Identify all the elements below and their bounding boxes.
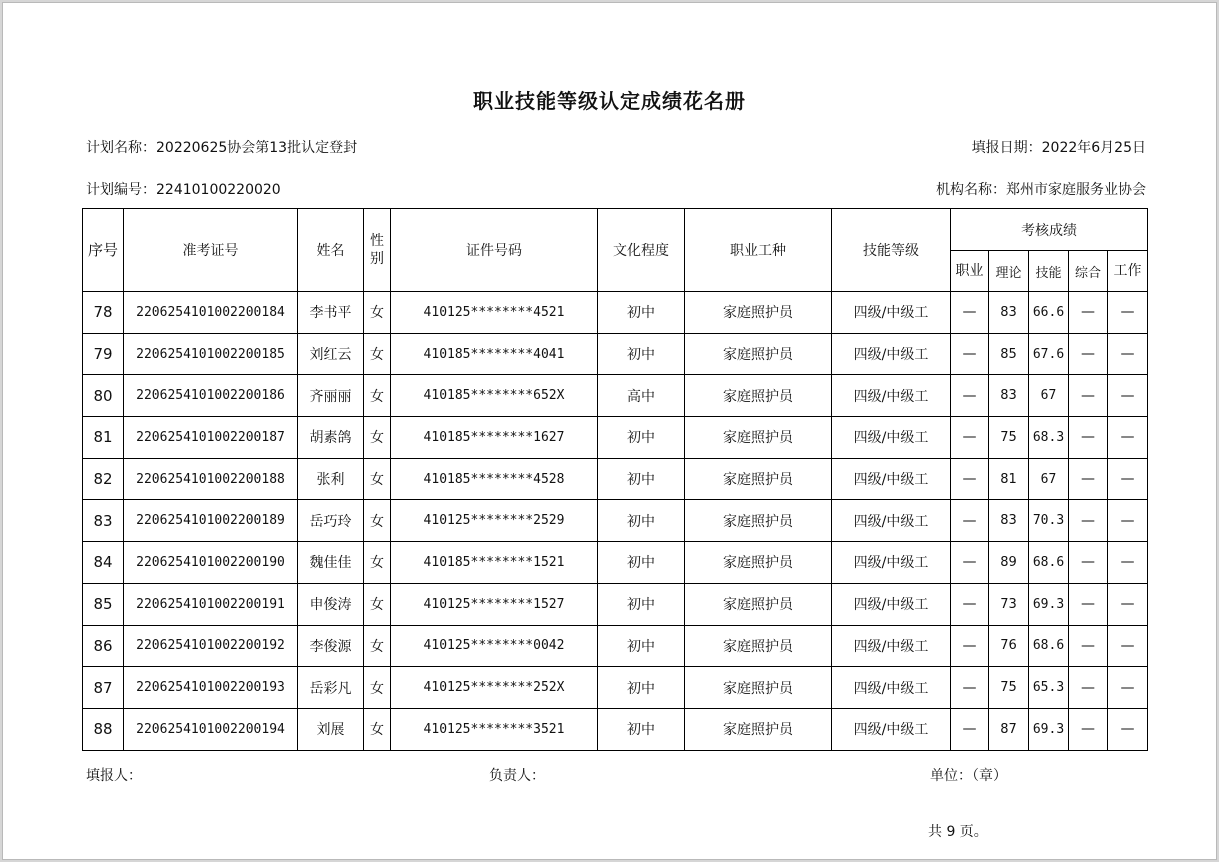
cell-overall-score: — xyxy=(1069,667,1108,709)
cell-skill-score: 66.6 xyxy=(1029,292,1069,334)
cell-skill-level: 四级/中级工 xyxy=(832,583,951,625)
cell-ticket: 2206254101002200191 xyxy=(124,583,298,625)
cell-id-number: 410185********4528 xyxy=(391,458,598,500)
cell-name: 李俊源 xyxy=(298,625,364,667)
cell-seq: 80 xyxy=(83,375,124,417)
cell-overall-score: — xyxy=(1069,583,1108,625)
subheader-ethics: 职业 xyxy=(951,251,989,292)
cell-name: 胡素鸽 xyxy=(298,417,364,459)
cell-work-score: — xyxy=(1108,333,1148,375)
cell-seq: 88 xyxy=(83,708,124,750)
cell-occupation: 家庭照护员 xyxy=(685,500,832,542)
cell-gender: 女 xyxy=(364,583,391,625)
cell-work-score: — xyxy=(1108,667,1148,709)
cell-theory-score: 75 xyxy=(989,667,1029,709)
cell-education: 高中 xyxy=(598,375,685,417)
table-row xyxy=(83,500,1148,542)
header-seq: 序号 xyxy=(83,209,124,292)
document-page xyxy=(2,2,1217,860)
cell-ethics-score: — xyxy=(951,667,989,709)
cell-work-score: — xyxy=(1108,292,1148,334)
table-row xyxy=(83,625,1148,667)
cell-id-number: 410185********1627 xyxy=(391,417,598,459)
table-row xyxy=(83,667,1148,709)
cell-name: 刘红云 xyxy=(298,333,364,375)
cell-occupation: 家庭照护员 xyxy=(685,667,832,709)
cell-seq: 79 xyxy=(83,333,124,375)
cell-id-number: 410185********4041 xyxy=(391,333,598,375)
subheader-skill: 技能 xyxy=(1029,251,1069,292)
cell-overall-score: — xyxy=(1069,458,1108,500)
header-gender: 性别 xyxy=(364,209,391,292)
cell-ethics-score: — xyxy=(951,375,989,417)
cell-skill-score: 68.6 xyxy=(1029,542,1069,584)
unit-seal-label: 单位：（章） xyxy=(930,768,1007,784)
cell-seq: 78 xyxy=(83,292,124,334)
cell-theory-score: 81 xyxy=(989,458,1029,500)
cell-skill-score: 67 xyxy=(1029,458,1069,500)
cell-seq: 85 xyxy=(83,583,124,625)
table-row xyxy=(83,292,1148,334)
cell-education: 初中 xyxy=(598,667,685,709)
cell-gender: 女 xyxy=(364,667,391,709)
cell-id-number: 410125********252X xyxy=(391,667,598,709)
cell-skill-level: 四级/中级工 xyxy=(832,708,951,750)
cell-skill-level: 四级/中级工 xyxy=(832,375,951,417)
cell-skill-score: 65.3 xyxy=(1029,667,1069,709)
cell-seq: 81 xyxy=(83,417,124,459)
cell-ethics-score: — xyxy=(951,333,989,375)
cell-education: 初中 xyxy=(598,292,685,334)
cell-ethics-score: — xyxy=(951,542,989,584)
header-name: 姓名 xyxy=(298,209,364,292)
cell-ethics-score: — xyxy=(951,708,989,750)
cell-ticket: 2206254101002200190 xyxy=(124,542,298,584)
cell-ethics-score: — xyxy=(951,417,989,459)
cell-education: 初中 xyxy=(598,500,685,542)
cell-ticket: 2206254101002200185 xyxy=(124,333,298,375)
cell-name: 张利 xyxy=(298,458,364,500)
cell-occupation: 家庭照护员 xyxy=(685,333,832,375)
cell-education: 初中 xyxy=(598,583,685,625)
cell-seq: 83 xyxy=(83,500,124,542)
cell-skill-level: 四级/中级工 xyxy=(832,667,951,709)
cell-occupation: 家庭照护员 xyxy=(685,583,832,625)
cell-name: 申俊涛 xyxy=(298,583,364,625)
subheader-theory: 理论 xyxy=(989,251,1029,292)
cell-ticket: 2206254101002200187 xyxy=(124,417,298,459)
cell-gender: 女 xyxy=(364,292,391,334)
cell-education: 初中 xyxy=(598,417,685,459)
cell-overall-score: — xyxy=(1069,292,1108,334)
subheader-overall: 综合 xyxy=(1069,251,1108,292)
cell-name: 岳巧玲 xyxy=(298,500,364,542)
cell-ticket: 2206254101002200194 xyxy=(124,708,298,750)
cell-name: 魏佳佳 xyxy=(298,542,364,584)
cell-gender: 女 xyxy=(364,625,391,667)
cell-skill-level: 四级/中级工 xyxy=(832,333,951,375)
cell-ticket: 2206254101002200186 xyxy=(124,375,298,417)
cell-seq: 86 xyxy=(83,625,124,667)
cell-occupation: 家庭照护员 xyxy=(685,458,832,500)
cell-education: 初中 xyxy=(598,458,685,500)
cell-overall-score: — xyxy=(1069,500,1108,542)
cell-theory-score: 83 xyxy=(989,292,1029,334)
cell-occupation: 家庭照护员 xyxy=(685,375,832,417)
cell-seq: 82 xyxy=(83,458,124,500)
header-scores: 考核成绩 xyxy=(951,209,1148,251)
table-row xyxy=(83,583,1148,625)
cell-gender: 女 xyxy=(364,375,391,417)
cell-skill-score: 67.6 xyxy=(1029,333,1069,375)
cell-id-number: 410125********2529 xyxy=(391,500,598,542)
cell-overall-score: — xyxy=(1069,542,1108,584)
table-row xyxy=(83,375,1148,417)
header-row xyxy=(83,209,1148,251)
report-date: 填报日期：2022年6月25日 xyxy=(971,140,1146,156)
cell-seq: 84 xyxy=(83,542,124,584)
cell-name: 岳彩凡 xyxy=(298,667,364,709)
cell-theory-score: 83 xyxy=(989,375,1029,417)
cell-id-number: 410125********4521 xyxy=(391,292,598,334)
cell-ticket: 2206254101002200193 xyxy=(124,667,298,709)
header-education: 文化程度 xyxy=(598,209,685,292)
filler-label: 填报人： xyxy=(86,768,142,784)
cell-id-number: 410125********3521 xyxy=(391,708,598,750)
cell-ethics-score: — xyxy=(951,625,989,667)
table-row xyxy=(83,417,1148,459)
subheader-work: 工作 xyxy=(1108,251,1148,292)
cell-theory-score: 75 xyxy=(989,417,1029,459)
table-row xyxy=(83,458,1148,500)
cell-skill-level: 四级/中级工 xyxy=(832,458,951,500)
cell-name: 刘展 xyxy=(298,708,364,750)
cell-theory-score: 83 xyxy=(989,500,1029,542)
cell-name: 齐丽丽 xyxy=(298,375,364,417)
cell-occupation: 家庭照护员 xyxy=(685,417,832,459)
cell-overall-score: — xyxy=(1069,375,1108,417)
page-title: 职业技能等级认定成绩花名册 xyxy=(473,89,746,113)
cell-skill-level: 四级/中级工 xyxy=(832,292,951,334)
cell-ethics-score: — xyxy=(951,292,989,334)
cell-name: 李书平 xyxy=(298,292,364,334)
cell-occupation: 家庭照护员 xyxy=(685,542,832,584)
cell-skill-score: 68.3 xyxy=(1029,417,1069,459)
score-roster-table xyxy=(82,208,1148,751)
cell-gender: 女 xyxy=(364,458,391,500)
cell-seq: 87 xyxy=(83,667,124,709)
cell-ethics-score: — xyxy=(951,458,989,500)
cell-gender: 女 xyxy=(364,417,391,459)
cell-ticket: 2206254101002200188 xyxy=(124,458,298,500)
cell-skill-score: 69.3 xyxy=(1029,708,1069,750)
cell-skill-level: 四级/中级工 xyxy=(832,625,951,667)
cell-skill-score: 69.3 xyxy=(1029,583,1069,625)
cell-theory-score: 73 xyxy=(989,583,1029,625)
table-row xyxy=(83,333,1148,375)
header-ticket: 准考证号 xyxy=(124,209,298,292)
cell-education: 初中 xyxy=(598,542,685,584)
header-id-number: 证件号码 xyxy=(391,209,598,292)
cell-skill-score: 67 xyxy=(1029,375,1069,417)
cell-skill-level: 四级/中级工 xyxy=(832,417,951,459)
cell-work-score: — xyxy=(1108,458,1148,500)
cell-theory-score: 89 xyxy=(989,542,1029,584)
cell-ticket: 2206254101002200189 xyxy=(124,500,298,542)
cell-ethics-score: — xyxy=(951,500,989,542)
cell-ethics-score: — xyxy=(951,583,989,625)
cell-overall-score: — xyxy=(1069,333,1108,375)
cell-work-score: — xyxy=(1108,417,1148,459)
cell-occupation: 家庭照护员 xyxy=(685,292,832,334)
cell-skill-level: 四级/中级工 xyxy=(832,500,951,542)
cell-work-score: — xyxy=(1108,500,1148,542)
cell-id-number: 410185********1521 xyxy=(391,542,598,584)
cell-work-score: — xyxy=(1108,583,1148,625)
cell-overall-score: — xyxy=(1069,417,1108,459)
cell-id-number: 410125********0042 xyxy=(391,625,598,667)
cell-ticket: 2206254101002200184 xyxy=(124,292,298,334)
cell-education: 初中 xyxy=(598,708,685,750)
cell-skill-score: 68.6 xyxy=(1029,625,1069,667)
cell-skill-level: 四级/中级工 xyxy=(832,542,951,584)
header-skill-level: 技能等级 xyxy=(832,209,951,292)
cell-id-number: 410125********1527 xyxy=(391,583,598,625)
cell-gender: 女 xyxy=(364,708,391,750)
cell-work-score: — xyxy=(1108,542,1148,584)
table-row xyxy=(83,708,1148,750)
responsible-label: 负责人： xyxy=(489,768,545,784)
cell-education: 初中 xyxy=(598,333,685,375)
cell-gender: 女 xyxy=(364,333,391,375)
page-count: 共 9 页。 xyxy=(928,824,988,840)
cell-skill-score: 70.3 xyxy=(1029,500,1069,542)
plan-number: 计划编号：22410100220020 xyxy=(86,182,281,198)
cell-occupation: 家庭照护员 xyxy=(685,625,832,667)
cell-overall-score: — xyxy=(1069,625,1108,667)
header-occupation: 职业工种 xyxy=(685,209,832,292)
cell-occupation: 家庭照护员 xyxy=(685,708,832,750)
cell-theory-score: 76 xyxy=(989,625,1029,667)
cell-ticket: 2206254101002200192 xyxy=(124,625,298,667)
cell-work-score: — xyxy=(1108,625,1148,667)
org-name: 机构名称：郑州市家庭服务业协会 xyxy=(936,182,1146,198)
cell-work-score: — xyxy=(1108,708,1148,750)
cell-gender: 女 xyxy=(364,500,391,542)
plan-name: 计划名称：20220625协会第13批认定登封 xyxy=(86,140,358,156)
cell-theory-score: 85 xyxy=(989,333,1029,375)
cell-gender: 女 xyxy=(364,542,391,584)
table-row xyxy=(83,542,1148,584)
cell-work-score: — xyxy=(1108,375,1148,417)
cell-education: 初中 xyxy=(598,625,685,667)
cell-id-number: 410185********652X xyxy=(391,375,598,417)
cell-overall-score: — xyxy=(1069,708,1108,750)
cell-theory-score: 87 xyxy=(989,708,1029,750)
